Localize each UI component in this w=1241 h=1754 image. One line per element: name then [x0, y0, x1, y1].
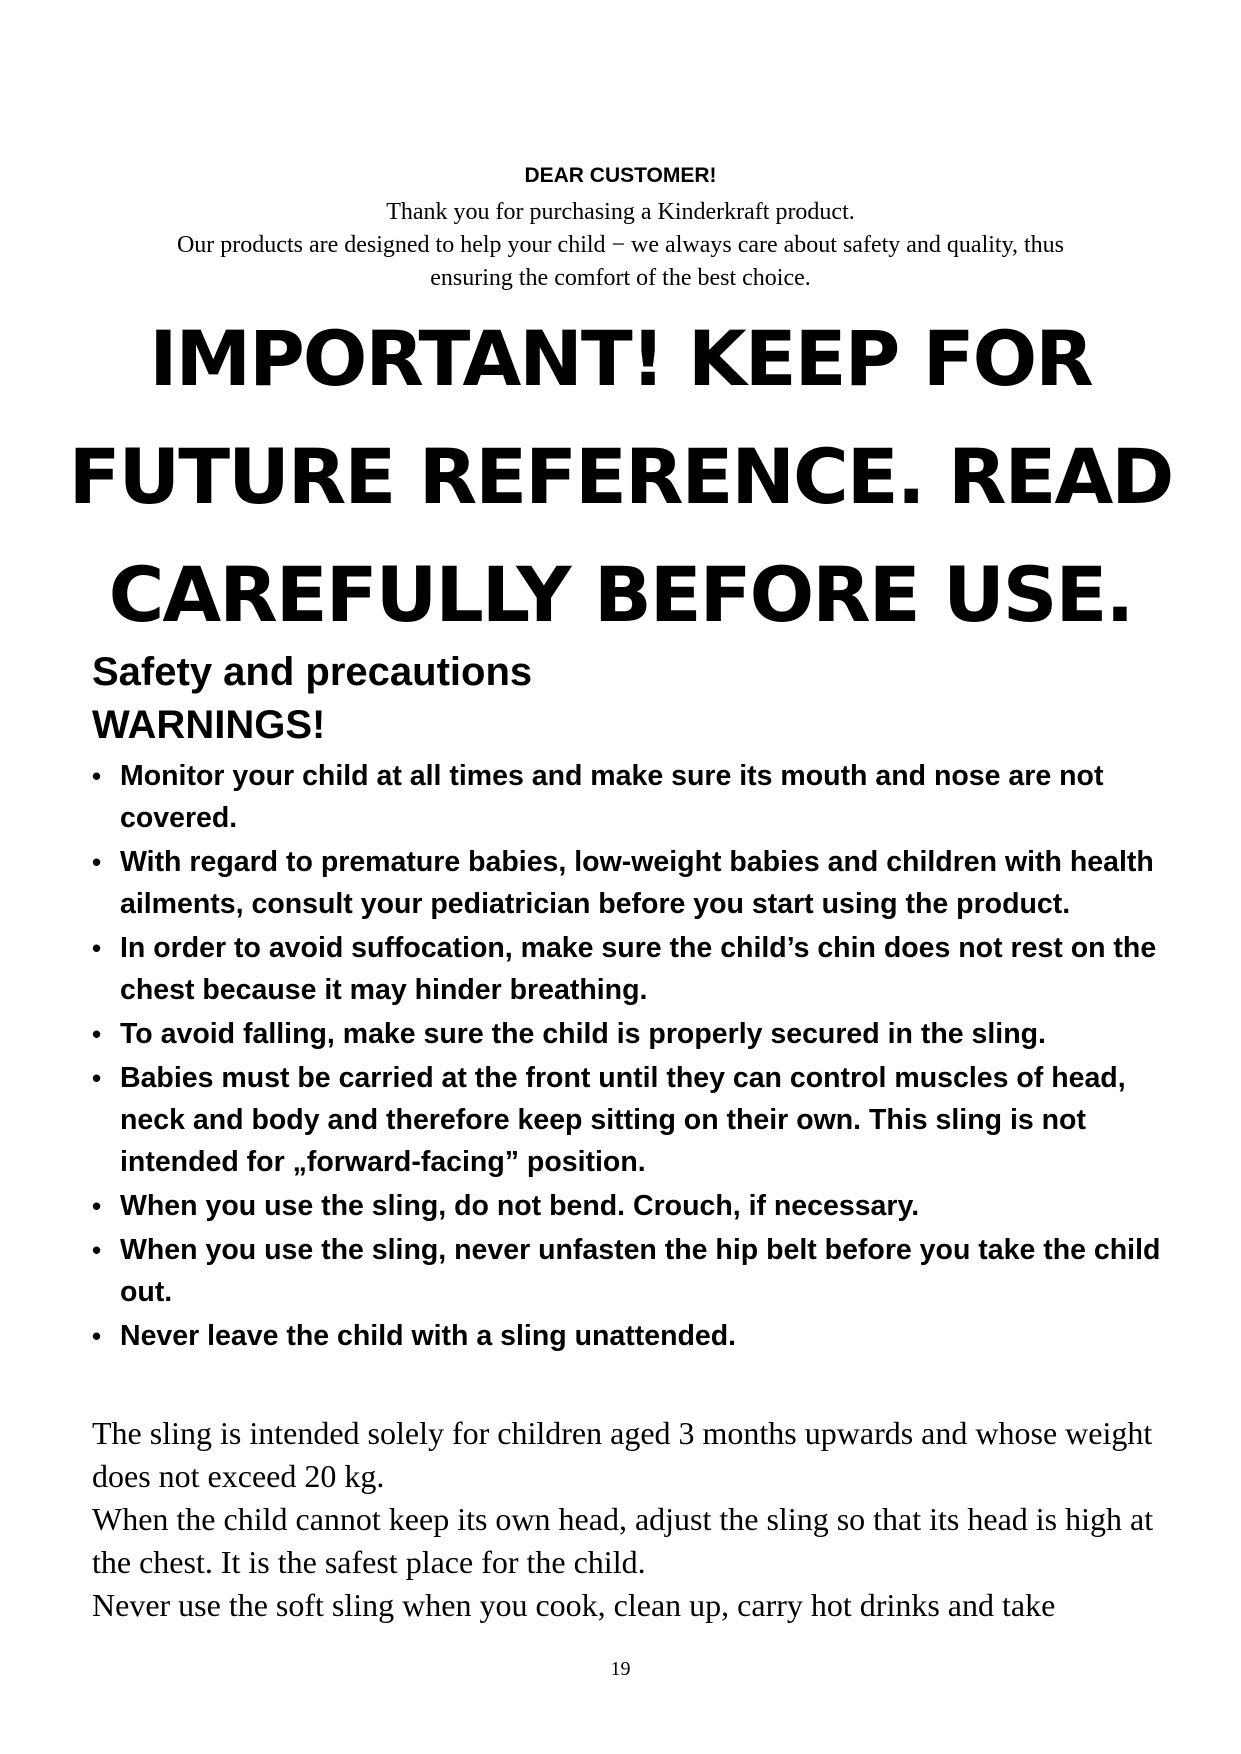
intro-line-3: ensuring the comfort of the best choice. [430, 265, 811, 291]
warning-text: When you use the sling, do not bend. Crouch, if necessary. [120, 1190, 920, 1222]
important-notice [60, 300, 1181, 654]
warnings-title: WARNINGS! [92, 703, 326, 747]
body-text [92, 1412, 1172, 1627]
body-paragraph-2: When the child cannot keep its own head, adjust the sling so that its head is high at the chest. It is the safest place for the child. [92, 1501, 1154, 1580]
body-paragraph-3: Never use the soft sling when you cook, clean up, carry hot drinks and take [92, 1587, 1056, 1623]
warning-text: Babies must be carried at the front until they can control muscles of head, neck and body and therefore keep sitting on their own. This sling is not intended for „forward-facing” position. [120, 1062, 1126, 1178]
warning-item [92, 755, 1172, 839]
bullet-icon: • [92, 1063, 102, 1093]
bullet-icon: • [92, 1019, 102, 1049]
bullet-icon: • [92, 847, 102, 877]
page-number: 19 [610, 1658, 631, 1680]
intro-text [90, 196, 1151, 295]
intro-line-1: Thank you for purchasing a Kinderkraft product. [386, 199, 855, 225]
warning-text: In order to avoid suffocation, make sure the child’s chin does not rest on the chest because it may hinder breathing. [120, 932, 1157, 1006]
bullet-icon: • [92, 933, 102, 963]
warning-item [92, 927, 1172, 1011]
warning-text: Monitor your child at all times and make sure its mouth and nose are not covered. [120, 760, 1104, 834]
greeting-heading: DEAR CUSTOMER! [524, 164, 717, 187]
warning-item [92, 1057, 1172, 1183]
bullet-icon: • [92, 1321, 102, 1351]
bullet-icon: • [92, 1235, 102, 1265]
warning-item [92, 1315, 1172, 1357]
bullet-icon: • [92, 761, 102, 791]
bullet-icon: • [92, 1191, 102, 1221]
warning-text: When you use the sling, never unfasten the hip belt before you take the child out. [120, 1234, 1161, 1308]
warning-text: To avoid falling, make sure the child is properly secured in the sling. [120, 1018, 1046, 1050]
warning-text: Never leave the child with a sling unattended. [120, 1320, 737, 1352]
warning-text: With regard to premature babies, low-weight babies and children with health ailments, consult your pediatrician before you start using the product. [120, 846, 1154, 920]
warning-item [92, 841, 1172, 925]
warning-item [92, 1185, 1172, 1227]
body-paragraph-1: The sling is intended solely for children aged 3 months upwards and whose weight does not exceed 20 kg. [92, 1415, 1153, 1494]
intro-line-2: Our products are designed to help your child − we always care about safety and quality, thus [176, 232, 1065, 258]
warning-item [92, 1013, 1172, 1055]
warnings-list [92, 755, 1172, 1359]
important-line-2: FUTURE REFERENCE. READ [68, 432, 1173, 521]
section-title: Safety and precautions [92, 650, 533, 694]
important-line-1: IMPORTANT! KEEP FOR [149, 314, 1092, 403]
important-line-3: CAREFULLY BEFORE USE. [108, 550, 1133, 639]
warning-item [92, 1229, 1172, 1313]
